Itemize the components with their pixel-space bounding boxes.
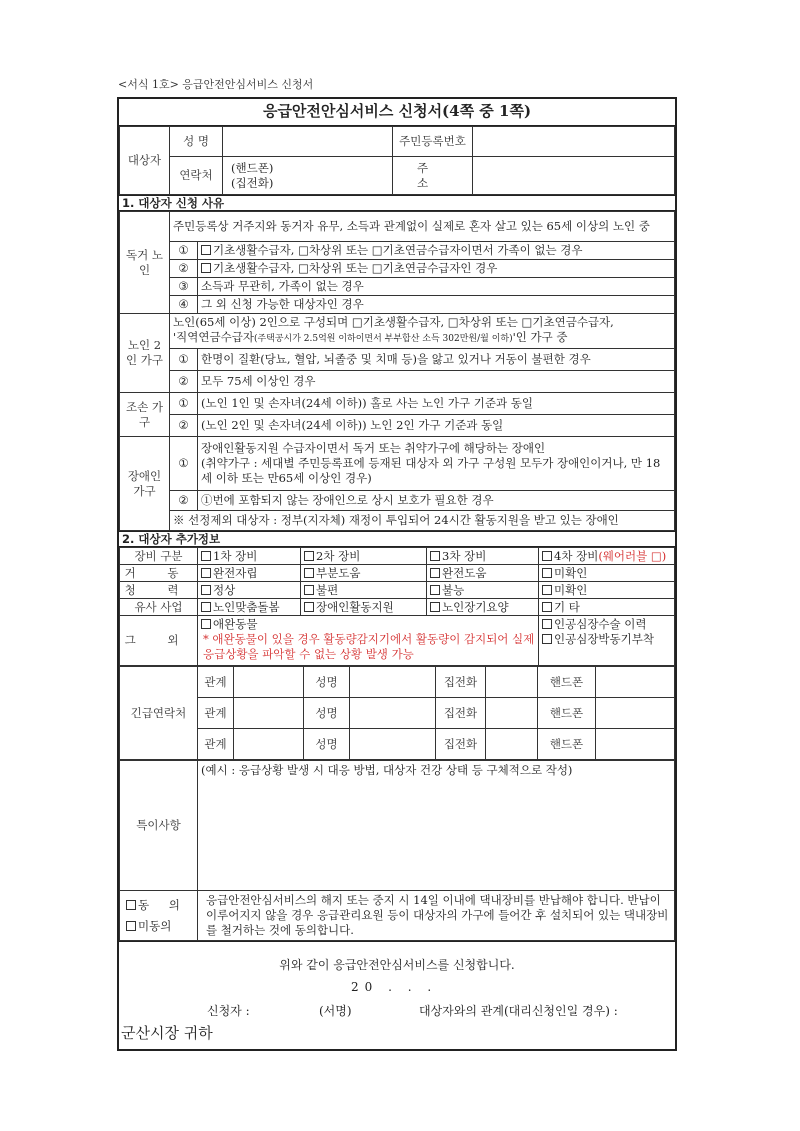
relation-label: 관계 [198, 729, 234, 760]
consent-text: 응급안전안심서비스의 해지 또는 중지 시 14일 이내에 댁내장비를 반납해야 합니다. 반납이 이루어지지 않을 경우 응급관리요원 등이 대상자의 가구에 들어간 후 설치되어 있는 댁내장비를 철거하는 것에 동의합니다. [198, 891, 675, 941]
application-form [117, 97, 677, 1051]
grand-item-num: ② [170, 415, 198, 437]
hearing-label: 청 력 [120, 582, 198, 599]
equip-opt-4[interactable]: 4차 장비(웨어러블 □) [539, 548, 675, 565]
mobility-opt-4[interactable]: 미확인 [539, 565, 675, 582]
checkbox[interactable] [542, 568, 552, 578]
home-phone-label: (집전화) [231, 175, 274, 190]
mobility-opt-3[interactable]: 완전도움 [427, 565, 539, 582]
address-label: 주 소 [393, 157, 473, 195]
relation-label: 관계 [198, 698, 234, 729]
checkbox[interactable] [201, 263, 211, 273]
checkbox[interactable] [430, 602, 440, 612]
solo-intro: 주민등록상 거주지와 동거자 유무, 소득과 관계없이 실제로 혼자 살고 있는 65세 이상의 노인 중 [170, 212, 675, 242]
relation-label: 관계 [198, 667, 234, 698]
similar-opt-3[interactable]: 노인장기요양 [427, 599, 539, 616]
checkbox[interactable] [201, 585, 211, 595]
applicant-label: 대상자 [120, 127, 170, 195]
equip-opt-1[interactable]: 1차 장비 [198, 548, 301, 565]
contact-label: 연락처 [170, 157, 223, 195]
checkbox[interactable] [201, 619, 211, 629]
consent-agree-option[interactable]: 동 의 [126, 898, 194, 913]
pet-cell [198, 616, 539, 666]
home-phone-label: 집전화 [436, 698, 486, 729]
special-notes-hint: (예시 : 응급상황 발생 시 대응 방법, 대상자 건강 상태 등 구체적으로 작성) [201, 763, 573, 777]
declaration-date: 20 . . . [351, 980, 438, 994]
mobile-label: 핸드폰 [538, 667, 596, 698]
special-notes-table [119, 760, 675, 941]
form-number: <서식 1호> 응급안전안심서비스 신청서 [118, 78, 314, 91]
solo-item-num: ① [170, 242, 198, 260]
recipient: 군산시장 귀하 [121, 1024, 213, 1042]
solo-item-1: 기초생활수급자, □차상위 또는 □기초연금수급자이면서 가족이 없는 경우 [198, 242, 675, 260]
relation-to-target: 대상자와의 관계(대리신청인일 경우) : [419, 1004, 618, 1018]
rrn-label: 주민등록번호 [393, 127, 473, 157]
mobile-phone-label: (핸드폰) [231, 160, 274, 175]
elderly-couple-label: 노인 2인 가구 [120, 314, 170, 393]
solo-item-4: 그 외 신청 가능한 대상자인 경우 [198, 296, 675, 314]
rrn-field[interactable] [473, 127, 675, 157]
checkbox[interactable] [304, 585, 314, 595]
checkbox[interactable] [430, 551, 440, 561]
declaration-statement: 위와 같이 응급안전안심서비스를 신청합니다. [279, 958, 515, 972]
checkbox[interactable] [304, 602, 314, 612]
home-phone-field[interactable] [486, 667, 538, 698]
emergency-table [119, 666, 675, 760]
similar-opt-2[interactable]: 장애인활동지원 [301, 599, 427, 616]
solo-item-num: ④ [170, 296, 198, 314]
name-label: 성 명 [170, 127, 223, 157]
name-field[interactable] [223, 127, 393, 157]
disabled-item-num: ② [170, 491, 198, 511]
checkbox[interactable] [542, 619, 552, 629]
equipment-label: 장비 구분 [120, 548, 198, 565]
checkbox[interactable] [430, 585, 440, 595]
mobile-field[interactable] [596, 698, 675, 729]
hearing-opt-2[interactable]: 불편 [301, 582, 427, 599]
grand-item-1: (노인 1인 및 손자녀(24세 이하)) 홀로 사는 노인 가구 기준과 동일 [198, 393, 675, 415]
exclusion-note: ※ 선정제외 대상자 : 정부(지자체) 재정이 투입되어 24시간 활동지원을 받고 있는 장애인 [170, 511, 675, 531]
mobile-label: 핸드폰 [538, 729, 596, 760]
checkbox[interactable] [304, 551, 314, 561]
mobility-opt-1[interactable]: 완전자립 [198, 565, 301, 582]
checkbox[interactable] [542, 585, 552, 595]
equip-opt-3[interactable]: 3차 장비 [427, 548, 539, 565]
relation-field[interactable] [234, 667, 304, 698]
checkbox[interactable] [201, 551, 211, 561]
mobile-field[interactable] [596, 667, 675, 698]
couple-item-num: ② [170, 371, 198, 393]
pet-option[interactable]: 애완동물 [201, 617, 535, 632]
heart-cell [539, 616, 675, 666]
pacemaker-option[interactable]: 인공심장박동기부착 [542, 632, 671, 647]
additional-info-table [119, 547, 675, 666]
contact-name-label: 성명 [304, 698, 350, 729]
couple-intro: 노인(65세 이상) 2인으로 구성되며 □기초생활수급자, □차상위 또는 □기초연금수급자, '직역연금수급자(주택공시가 2.5억원 이하이면서 부부합산 소득 302만원/월 이하)'인 가구 중 [170, 314, 675, 349]
similar-opt-4[interactable]: 기 타 [539, 599, 675, 616]
disabled-item-1: 장애인활동지원 수급자이면서 독거 또는 취약가구에 해당하는 장애인 (취약가구 : 세대별 주민등록표에 등재된 대상자 외 가구 구성원 모두가 장애인이거나, 만 18세 이하 또는 만65세 이상인 경우) [198, 437, 675, 491]
home-phone-field[interactable] [486, 698, 538, 729]
couple-item-1: 한명이 질환(당뇨, 혈압, 뇌졸중 및 치매 등)을 앓고 있거나 거동이 불편한 경우 [198, 349, 675, 371]
disabled-item-2: ①번에 포함되지 않는 장애인으로 상시 보호가 필요한 경우 [198, 491, 675, 511]
mobile-field[interactable] [596, 729, 675, 760]
mobility-opt-2[interactable]: 부분도움 [301, 565, 427, 582]
disabled-item-num: ① [170, 437, 198, 491]
grand-item-num: ① [170, 393, 198, 415]
form-title: 응급안전안심서비스 신청서(4쪽 중 1쪽) [119, 99, 675, 126]
disabled-label: 장애인 가구 [120, 437, 170, 531]
home-phone-label: 집전화 [436, 667, 486, 698]
checkbox[interactable] [201, 568, 211, 578]
etc-label: 그 외 [120, 616, 198, 666]
reason-table [119, 211, 675, 531]
contact-name-field[interactable] [350, 667, 436, 698]
checkbox[interactable] [201, 245, 211, 255]
grandparent-label: 조손 가구 [120, 393, 170, 437]
mobile-label: 핸드폰 [538, 698, 596, 729]
checkbox[interactable] [126, 921, 136, 931]
similar-opt-1[interactable]: 노인맞춤돌봄 [198, 599, 301, 616]
couple-item-2: 모두 75세 이상인 경우 [198, 371, 675, 393]
checkbox[interactable] [201, 602, 211, 612]
heart-surgery-option[interactable]: 인공심장수술 이력 [542, 617, 671, 632]
special-notes-field[interactable] [198, 761, 675, 891]
contact-name-field[interactable] [350, 729, 436, 760]
consent-disagree-option[interactable]: 미동의 [126, 919, 194, 934]
wearable-option[interactable]: (웨어러블 □) [598, 548, 667, 563]
couple-item-num: ① [170, 349, 198, 371]
equip-opt-2[interactable]: 2차 장비 [301, 548, 427, 565]
applicant-signature-label: 신청자 : [207, 1004, 250, 1018]
relation-field[interactable] [234, 729, 304, 760]
contact-field[interactable] [223, 157, 393, 195]
home-phone-label: 집전화 [436, 729, 486, 760]
solo-elderly-label: 독거 노인 [120, 212, 170, 314]
emergency-label: 긴급연락처 [120, 667, 198, 760]
similar-program-label: 유사 사업 [120, 599, 198, 616]
checkbox[interactable] [304, 568, 314, 578]
contact-name-field[interactable] [350, 698, 436, 729]
special-notes-label: 특이사항 [120, 761, 198, 891]
consent-cell [120, 891, 198, 941]
signature-mark: (서명) [319, 1004, 352, 1018]
hearing-opt-1[interactable]: 정상 [198, 582, 301, 599]
solo-item-num: ③ [170, 278, 198, 296]
home-phone-field[interactable] [486, 729, 538, 760]
mobility-label: 거 동 [120, 565, 198, 582]
grand-item-2: (노인 2인 및 손자녀(24세 이하)) 노인 2인 가구 기준과 동일 [198, 415, 675, 437]
pet-warning: * 애완동물이 있을 경우 활동량감지기에서 활동량이 감지되어 실제 응급상황을 파악할 수 없는 상황 발생 가능 [203, 632, 535, 661]
checkbox[interactable] [542, 551, 552, 561]
hearing-opt-3[interactable]: 불능 [427, 582, 539, 599]
checkbox[interactable] [430, 568, 440, 578]
section2-heading: 2. 대상자 추가정보 [119, 531, 675, 547]
relation-field[interactable] [234, 698, 304, 729]
solo-item-num: ② [170, 260, 198, 278]
applicant-table [119, 126, 675, 195]
section1-heading: 1. 대상자 신청 사유 [119, 195, 675, 211]
declaration [119, 941, 675, 1049]
address-field[interactable] [473, 157, 675, 195]
hearing-opt-4[interactable]: 미확인 [539, 582, 675, 599]
solo-item-3: 소득과 무관히, 가족이 없는 경우 [198, 278, 675, 296]
checkbox[interactable] [542, 602, 552, 612]
contact-name-label: 성명 [304, 667, 350, 698]
checkbox[interactable] [126, 900, 136, 910]
solo-item-2: 기초생활수급자, □차상위 또는 □기초연금수급자인 경우 [198, 260, 675, 278]
contact-name-label: 성명 [304, 729, 350, 760]
checkbox[interactable] [542, 634, 552, 644]
